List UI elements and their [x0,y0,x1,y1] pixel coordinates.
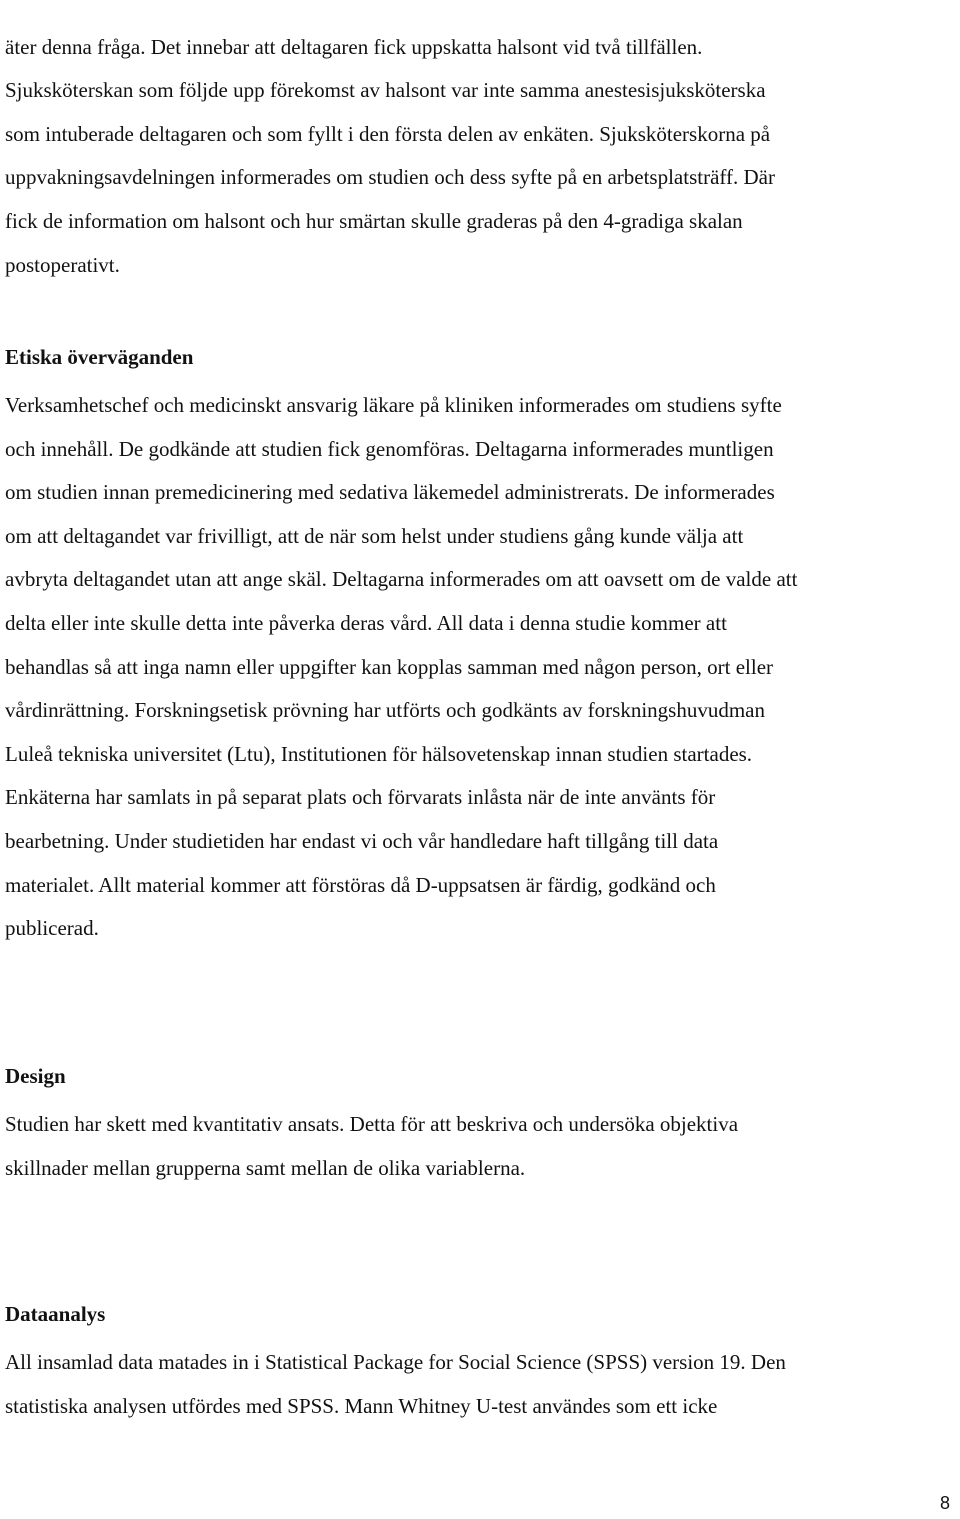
text-line: om studien innan premedicinering med sedativa läkemedel administrerats. De informerades [5,480,775,505]
text-line: Luleå tekniska universitet (Ltu), Institutionen för hälsovetenskap innan studien startades. [5,741,753,766]
text-line: vårdinrättning. Forskningsetisk prövning har utförts och godkänts av forskningshuvudman [5,698,765,723]
text-line: bearbetning. Under studietiden har endast vi och vår handledare haft tillgång till data [5,828,719,853]
text-line: statistiska analysen utfördes med SPSS. Mann Whitney U-test användes som ett icke [5,1393,718,1418]
intro-paragraph [5,0,775,287]
text-line: skillnader mellan grupperna samt mellan de olika variablerna. [5,1155,526,1180]
section-heading-dataanalys: Dataanalys [5,1302,106,1326]
text-line: delta eller inte skulle detta inte påverka deras vård. All data i denna studie kommer att [5,610,727,635]
dataanalys-paragraph [5,1341,786,1428]
text-line: All insamlad data matades in i Statistical Package for Social Science (SPSS) version 19. Den [5,1350,786,1374]
text-line: fick de information om halsont och hur smärtan skulle graderas på den 4-gradiga skalan [5,208,743,233]
text-line: publicerad. [5,916,99,941]
text-line: om att deltagandet var frivilligt, att de när som helst under studiens gång kunde välja att [5,523,744,548]
text-line: materialet. Allt material kommer att förstöras då D-uppsatsen är färdig, godkänd och [5,872,716,897]
text-line: Enkäterna har samlats in på separat plats och förvarats inlåsta när de inte använts för [5,785,716,810]
text-line: Verksamhetschef och medicinskt ansvarig läkare på kliniken informerades om studiens syfte [5,393,782,417]
text-line: postoperativt. [5,252,120,277]
design-paragraph [5,1103,738,1190]
page-number: 8 [939,1493,950,1513]
text-line: Sjuksköterskan som följde upp förekomst av halsont var inte samma anestesisjuksköterska [5,78,766,103]
text-line: som intuberade deltagaren och som fyllt i den första delen av enkäten. Sjuksköterskorna på [5,121,771,146]
text-line: och innehåll. De godkände att studien fick genomföras. Deltagarna informerades muntligen [5,436,774,461]
section-heading-etiska: Etiska överväganden [5,345,194,369]
text-line: avbryta deltagandet utan att ange skäl. Deltagarna informerades om att oavsett om de valde att [5,567,798,592]
etiska-paragraph [5,384,797,951]
text-line: behandlas så att inga namn eller uppgifter kan kopplas samman med någon person, ort eller [5,654,774,679]
text-line: uppvakningsavdelningen informerades om studien och dess syfte på en arbetsplatsträff. Där [5,165,775,190]
section-heading-design: Design [5,1064,66,1088]
text-line: äter denna fråga. Det innebar att deltagaren fick uppskatta halsont vid två tillfällen. [5,34,703,59]
text-line: Studien har skett med kvantitativ ansats. Detta för att beskriva och undersöka objektiva [5,1112,739,1136]
